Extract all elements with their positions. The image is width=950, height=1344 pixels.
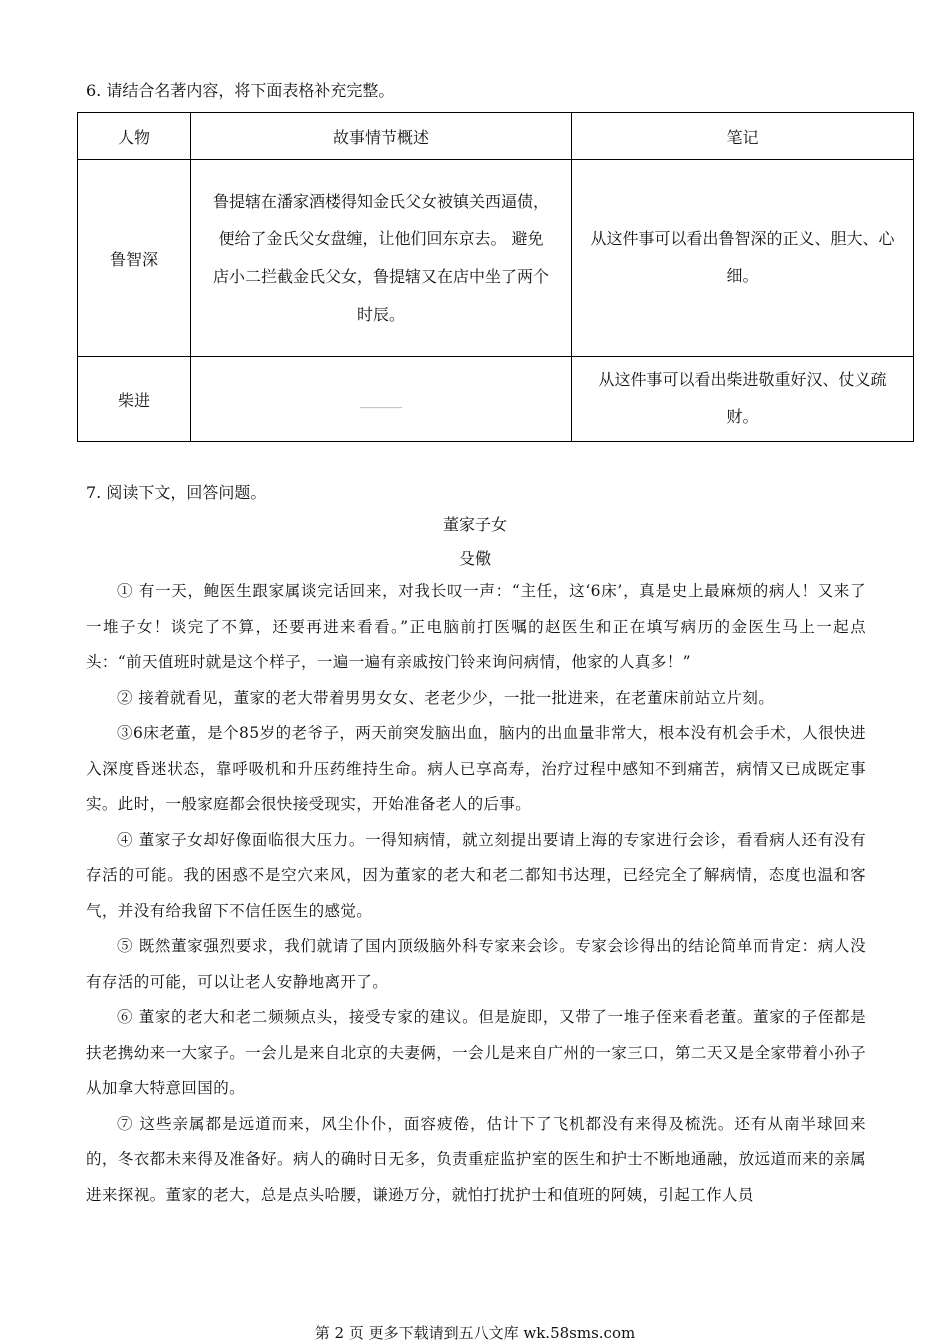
plot-cell <box>191 160 572 357</box>
plot-line: 时辰。 <box>356 304 405 324</box>
note-cell: 从这件事可以看出鲁智深的正义、胆大、心细。 <box>572 160 914 357</box>
reading-table <box>77 112 914 442</box>
header-person: 人物 <box>78 113 191 160</box>
article-title: 董家子女 <box>442 515 507 534</box>
answer-blank[interactable]: ______ <box>360 392 402 409</box>
plot-line: 鲁提辖在潘家酒楼得知金氏父女被镇关西逼债， <box>212 191 549 211</box>
header-notes: 笔记 <box>572 113 914 160</box>
table-header-row <box>78 113 914 160</box>
page-footer: 第 2 页 更多下载请到五八文库 wk.58sms.com <box>314 1324 636 1342</box>
person-cell: 鲁智深 <box>78 160 191 357</box>
question-7-title: 7. 阅读下文，回答问题。 <box>86 483 267 502</box>
article-paragraph: ① 有一天，鲍医生跟家属谈完话回来，对我长叹一声：“主任，这‘6床’，真是史上最麻烦的病人！又来了一堆子女！谈完了不算，还要再进来看看。”正电脑前打医嘱的赵医生和正在填写病历的金医生马上一起点头：“前天值班时就是这个样子，一遍一遍有亲戚按门铃来询问病情，他家的人真多！” <box>86 582 866 671</box>
article-paragraph: ⑦ 这些亲属都是远道而来，风尘仆仆，面容疲倦，估计下了飞机都没有来得及梳洗。还有从南半球回来的，冬衣都未来得及准备好。病人的确时日无多，负责重症监护室的医生和护士不断地通融，放远道而来的亲属进来探视。董家的老大，总是点头哈腰，谦逊万分，就怕打扰护士和值班的阿姨，引起工作人员 <box>86 1114 866 1204</box>
header-plot: 故事情节概述 <box>191 113 572 160</box>
article-author: 殳儆 <box>458 549 491 568</box>
plot-blank-cell[interactable] <box>191 357 572 442</box>
article-paragraph: ② 接着就看见，董家的老大带着男男女女、老老少少，一批一批进来，在老董床前站立片刻。 <box>117 688 775 707</box>
article-body <box>86 574 866 1213</box>
article-paragraph: ④ 董家子女却好像面临很大压力。一得知病情，就立刻提出要请上海的专家进行会诊，看看病人还有没有存活的可能。我的困惑不是空穴来风，因为董家的老大和老二都知书达理，已经完全了解病情，态度也温和客气，并没有给我留下不信任医生的感觉。 <box>86 830 866 920</box>
question-6-title: 6. 请结合名著内容，将下面表格补充完整。 <box>86 81 395 100</box>
plot-line: 店小二拦截金氏父女，鲁提辖又在店中坐了两个 <box>212 267 549 286</box>
article-paragraph: ⑤ 既然董家强烈要求，我们就请了国内顶级脑外科专家来会诊。专家会诊得出的结论简单而肯定：病人没有存活的可能，可以让老人安静地离开了。 <box>86 937 866 991</box>
table-row <box>78 160 914 357</box>
note-cell: 从这件事可以看出柴进敬重好汉、仗义疏财。 <box>572 357 914 442</box>
table-row <box>78 357 914 442</box>
person-cell: 柴进 <box>78 357 191 442</box>
plot-line: 便给了金氏父女盘缠，让他们回东京去。 避免 <box>218 229 544 249</box>
article-paragraph: ⑥ 董家的老大和老二频频点头，接受专家的建议。但是旋即，又带了一堆子侄来看老董。董家的子侄都是扶老携幼来一大家子。一会儿是来自北京的夫妻俩，一会儿是来自广州的一家三口，第二天又是全家带着小孙子从加拿大特意回国的。 <box>86 1008 866 1097</box>
article-paragraph: ③6床老董，是个85岁的老爷子，两天前突发脑出血，脑内的出血量非常大，根本没有机会手术，人很快进入深度昏迷状态，靠呼吸机和升压药维持生命。病人已享高寿，治疗过程中感知不到痛苦，病情又已成既定事实。此时，一般家庭都会很快接受现实，开始准备老人的后事。 <box>86 724 866 813</box>
